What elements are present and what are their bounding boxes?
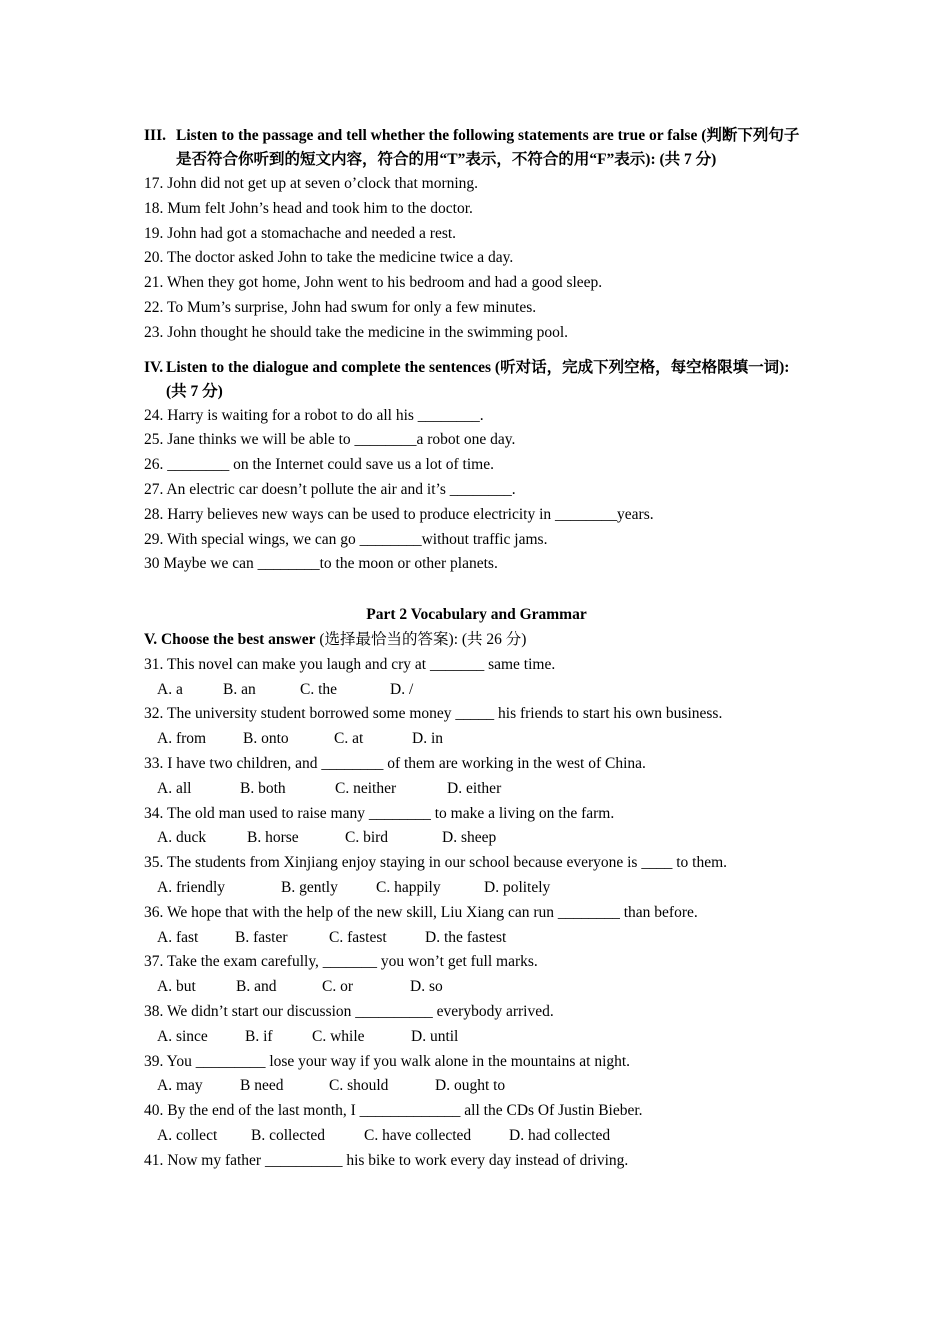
question-32: 32. The university student borrowed some money _____ his friends to start his own business. (144, 705, 723, 723)
section-4-heading (144, 356, 809, 404)
option-d: D. sheep (442, 829, 497, 847)
question-41: 41. Now my father __________ his bike to work every day instead of driving. (144, 1151, 629, 1169)
list-item: 21. When they got home, John went to his bedroom and had a good sleep. (144, 274, 603, 292)
section-5-heading-rest: (选择最恰当的答案): (共 26 分) (315, 630, 527, 648)
list-item: 27. An electric car doesn’t pollute the air and it’s ________. (144, 480, 516, 498)
question-40: 40. By the end of the last month, I _____________ all the CDs Of Justin Bieber. (144, 1102, 643, 1120)
option-b: B. an (223, 680, 256, 698)
options-35 (144, 876, 809, 901)
option-a: A. a (157, 680, 183, 698)
option-a: A. collect (157, 1126, 218, 1144)
option-a: A. from (157, 730, 207, 748)
option-c: C. should (329, 1077, 389, 1095)
option-c: C. have collected (364, 1126, 472, 1144)
option-d: D. the fastest (425, 928, 507, 946)
section-4-items (144, 404, 809, 578)
option-c: C. bird (345, 829, 389, 847)
option-d: D. ought to (435, 1077, 506, 1095)
option-b: B. onto (243, 730, 289, 748)
option-c: C. while (312, 1027, 365, 1045)
option-a: A. may (157, 1077, 203, 1095)
option-a: A. friendly (157, 878, 226, 896)
question-31: 31. This novel can make you laugh and cry at _______ same time. (144, 655, 556, 673)
page-content (144, 124, 809, 1173)
list-item: 22. To Mum’s surprise, John had swum for only a few minutes. (144, 298, 537, 316)
list-item: 24. Harry is waiting for a robot to do all his ________. (144, 406, 484, 424)
list-item: 25. Jane thinks we will be able to ________a robot one day. (144, 431, 516, 449)
list-item: 20. The doctor asked John to take the medicine twice a day. (144, 249, 514, 267)
section-4-heading-text: Listen to the dialogue and complete the sentences (听对话，完成下列空格，每空格限填一词): (共 7 分) (166, 358, 790, 400)
option-a: A. fast (157, 928, 199, 946)
option-b: B. faster (235, 928, 288, 946)
question-35: 35. The students from Xinjiang enjoy staying in our school because everyone is ____ to them. (144, 854, 728, 872)
options-34 (144, 826, 809, 851)
option-a: A. since (157, 1027, 208, 1045)
question-36: 36. We hope that with the help of the new skill, Liu Xiang can run ________ than before. (144, 903, 698, 921)
section-3-heading (144, 124, 809, 172)
option-a: A. duck (157, 829, 207, 847)
option-b: B. collected (251, 1126, 326, 1144)
option-c: C. neither (335, 779, 397, 797)
list-item: 17. John did not get up at seven o’clock that morning. (144, 175, 479, 192)
option-b: B. horse (247, 829, 299, 847)
list-item: 26. ________ on the Internet could save us a lot of time. (144, 456, 494, 474)
option-d: D. politely (484, 878, 551, 896)
option-d: D. so (410, 978, 443, 996)
option-c: C. the (300, 680, 338, 698)
options-32 (144, 727, 809, 752)
list-item: 23. John thought he should take the medicine in the swimming pool. (144, 323, 569, 341)
section-5-heading (144, 628, 809, 653)
section-3-number: III. (144, 127, 166, 144)
option-d: D. until (411, 1027, 459, 1045)
section-3-items (144, 172, 809, 346)
option-b: B. if (245, 1027, 273, 1045)
section-5-questions (144, 653, 809, 1174)
question-39: 39. You _________ lose your way if you walk alone in the mountains at night. (144, 1052, 631, 1070)
part-2-title: Part 2 Vocabulary and Grammar (366, 606, 587, 624)
option-b: B. and (236, 978, 277, 996)
options-37 (144, 975, 809, 1000)
question-34: 34. The old man used to raise many ________ to make a living on the farm. (144, 804, 615, 822)
question-33: 33. I have two children, and ________ of them are working in the west of China. (144, 754, 646, 772)
option-a: A. but (157, 978, 196, 996)
list-item: 29. With special wings, we can go ________without traffic jams. (144, 530, 548, 548)
options-36 (144, 926, 809, 951)
option-b: B. both (240, 779, 286, 797)
option-b: B need (240, 1077, 284, 1095)
options-31 (144, 678, 809, 703)
list-item: 19. John had got a stomachache and needed a rest. (144, 224, 457, 242)
option-c: C. at (334, 730, 364, 748)
section-4-number: IV. (144, 358, 164, 376)
option-d: D. / (390, 680, 414, 698)
options-39 (144, 1074, 809, 1099)
list-item: 18. Mum felt John’s head and took him to the doctor. (144, 199, 473, 217)
option-c: C. or (322, 978, 353, 996)
section-5-heading-bold: V. Choose the best answer (144, 630, 316, 648)
list-item: 28. Harry believes new ways can be used to produce electricity in ________years. (144, 505, 654, 523)
section-3-heading-text: Listen to the passage and tell whether the following statements are true or false (判断下列句子是否符合你听到的短文内容，符合的用“T”表示，不符合的用“F”表示): (共 7 分) (176, 127, 800, 168)
option-d: D. in (412, 730, 443, 748)
options-33 (144, 777, 809, 802)
question-37: 37. Take the exam carefully, _______ you won’t get full marks. (144, 953, 538, 971)
option-c: C. fastest (329, 928, 387, 946)
question-38: 38. We didn’t start our discussion __________ everybody arrived. (144, 1002, 554, 1020)
option-c: C. happily (376, 878, 441, 896)
option-b: B. gently (281, 878, 338, 896)
option-d: D. either (447, 779, 502, 797)
option-a: A. all (157, 779, 192, 797)
option-d: D. had collected (509, 1126, 611, 1144)
options-38 (144, 1025, 809, 1050)
list-item: 30 Maybe we can ________to the moon or other planets. (144, 555, 498, 573)
options-40 (144, 1124, 809, 1149)
